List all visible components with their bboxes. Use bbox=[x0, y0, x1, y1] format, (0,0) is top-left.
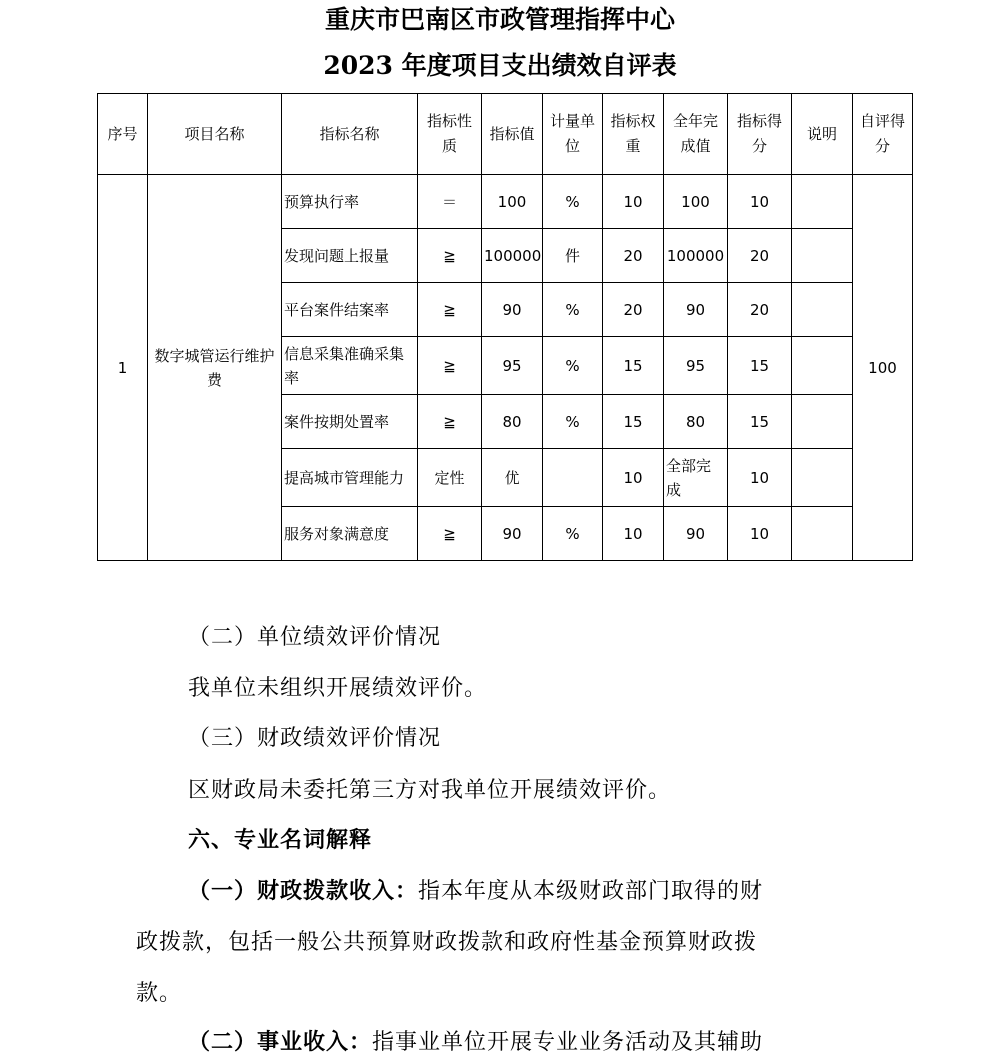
score-cell: 10 bbox=[728, 175, 792, 229]
term-paragraph-line bbox=[188, 1028, 763, 1058]
header-cell: 计量单位 bbox=[543, 94, 603, 175]
value-cell: 100 bbox=[482, 175, 543, 229]
term-paragraph-line: 政拨款，包括一般公共预算财政拨款和政府性基金预算财政拨 bbox=[136, 930, 758, 955]
score-cell: 10 bbox=[728, 507, 792, 561]
table-header-row bbox=[98, 94, 913, 175]
paragraph-fiscal-eval: 区财政局未委托第三方对我单位开展绩效评价。 bbox=[188, 778, 672, 803]
weight-cell: 15 bbox=[603, 337, 664, 395]
actual-cell: 全部完成 bbox=[664, 449, 728, 507]
nature-cell: ＝ bbox=[418, 175, 482, 229]
header-cell: 指标值 bbox=[482, 94, 543, 175]
section-heading-terms: 六、专业名词解释 bbox=[188, 828, 373, 853]
indicator-cell: 服务对象满意度 bbox=[282, 507, 418, 561]
score-cell: 15 bbox=[728, 337, 792, 395]
nature-cell: ≧ bbox=[418, 283, 482, 337]
nature-cell: ≧ bbox=[418, 507, 482, 561]
header-cell: 指标权重 bbox=[603, 94, 664, 175]
term-label: （二）事业收入： bbox=[188, 1030, 373, 1055]
unit-cell: % bbox=[543, 507, 603, 561]
header-cell: 指标名称 bbox=[282, 94, 418, 175]
indicator-cell: 发现问题上报量 bbox=[282, 229, 418, 283]
nature-cell: ≧ bbox=[418, 229, 482, 283]
score-cell: 15 bbox=[728, 395, 792, 449]
actual-cell: 80 bbox=[664, 395, 728, 449]
indicator-cell: 提高城市管理能力 bbox=[282, 449, 418, 507]
header-cell: 指标性质 bbox=[418, 94, 482, 175]
section-heading-unit-eval: （二）单位绩效评价情况 bbox=[188, 625, 442, 650]
header-cell: 序号 bbox=[98, 94, 148, 175]
self-score-cell: 100 bbox=[853, 175, 913, 561]
weight-cell: 15 bbox=[603, 395, 664, 449]
unit-cell: % bbox=[543, 395, 603, 449]
weight-cell: 10 bbox=[603, 175, 664, 229]
seq-cell: 1 bbox=[98, 175, 148, 561]
header-cell: 指标得分 bbox=[728, 94, 792, 175]
indicator-cell: 信息采集准确采集率 bbox=[282, 337, 418, 395]
actual-cell: 100 bbox=[664, 175, 728, 229]
value-cell: 80 bbox=[482, 395, 543, 449]
unit-cell bbox=[543, 449, 603, 507]
weight-cell: 20 bbox=[603, 229, 664, 283]
table-row bbox=[98, 175, 913, 229]
nature-cell: ≧ bbox=[418, 337, 482, 395]
note-cell bbox=[792, 337, 853, 395]
nature-cell: ≧ bbox=[418, 395, 482, 449]
term-label: （一）财政拨款收入： bbox=[188, 879, 419, 904]
note-cell bbox=[792, 395, 853, 449]
note-cell bbox=[792, 175, 853, 229]
weight-cell: 10 bbox=[603, 507, 664, 561]
note-cell bbox=[792, 449, 853, 507]
score-cell: 20 bbox=[728, 283, 792, 337]
page-title: 重庆市巴南区市政管理指挥中心 bbox=[324, 5, 675, 34]
value-cell: 90 bbox=[482, 283, 543, 337]
indicator-cell: 预算执行率 bbox=[282, 175, 418, 229]
value-cell: 95 bbox=[482, 337, 543, 395]
unit-cell: 件 bbox=[543, 229, 603, 283]
actual-cell: 95 bbox=[664, 337, 728, 395]
actual-cell: 90 bbox=[664, 507, 728, 561]
note-cell bbox=[792, 229, 853, 283]
weight-cell: 10 bbox=[603, 449, 664, 507]
value-cell: 90 bbox=[482, 507, 543, 561]
unit-cell: % bbox=[543, 175, 603, 229]
header-cell: 自评得分 bbox=[853, 94, 913, 175]
term-paragraph-line bbox=[188, 877, 763, 907]
project-name-cell: 数字城管运行维护费 bbox=[148, 175, 282, 561]
section-heading-fiscal-eval: （三）财政绩效评价情况 bbox=[188, 726, 442, 751]
value-cell: 优 bbox=[482, 449, 543, 507]
weight-cell: 20 bbox=[603, 283, 664, 337]
note-cell bbox=[792, 283, 853, 337]
term-text: 指事业单位开展专业业务活动及其辅助 bbox=[372, 1030, 764, 1055]
note-cell bbox=[792, 507, 853, 561]
performance-table bbox=[97, 93, 913, 561]
actual-cell: 100000 bbox=[664, 229, 728, 283]
paragraph-unit-eval: 我单位未组织开展绩效评价。 bbox=[188, 676, 488, 701]
unit-cell: % bbox=[543, 337, 603, 395]
header-cell: 说明 bbox=[792, 94, 853, 175]
term-paragraph-line: 款。 bbox=[136, 981, 183, 1006]
score-cell: 10 bbox=[728, 449, 792, 507]
score-cell: 20 bbox=[728, 229, 792, 283]
value-cell: 100000 bbox=[482, 229, 543, 283]
page-subtitle: 2023 年度项目支出绩效自评表 bbox=[323, 51, 677, 80]
header-cell: 项目名称 bbox=[148, 94, 282, 175]
nature-cell: 定性 bbox=[418, 449, 482, 507]
term-text: 指本年度从本级财政部门取得的财 bbox=[418, 879, 764, 904]
indicator-cell: 平台案件结案率 bbox=[282, 283, 418, 337]
indicator-cell: 案件按期处置率 bbox=[282, 395, 418, 449]
header-cell: 全年完成值 bbox=[664, 94, 728, 175]
unit-cell: % bbox=[543, 283, 603, 337]
actual-cell: 90 bbox=[664, 283, 728, 337]
